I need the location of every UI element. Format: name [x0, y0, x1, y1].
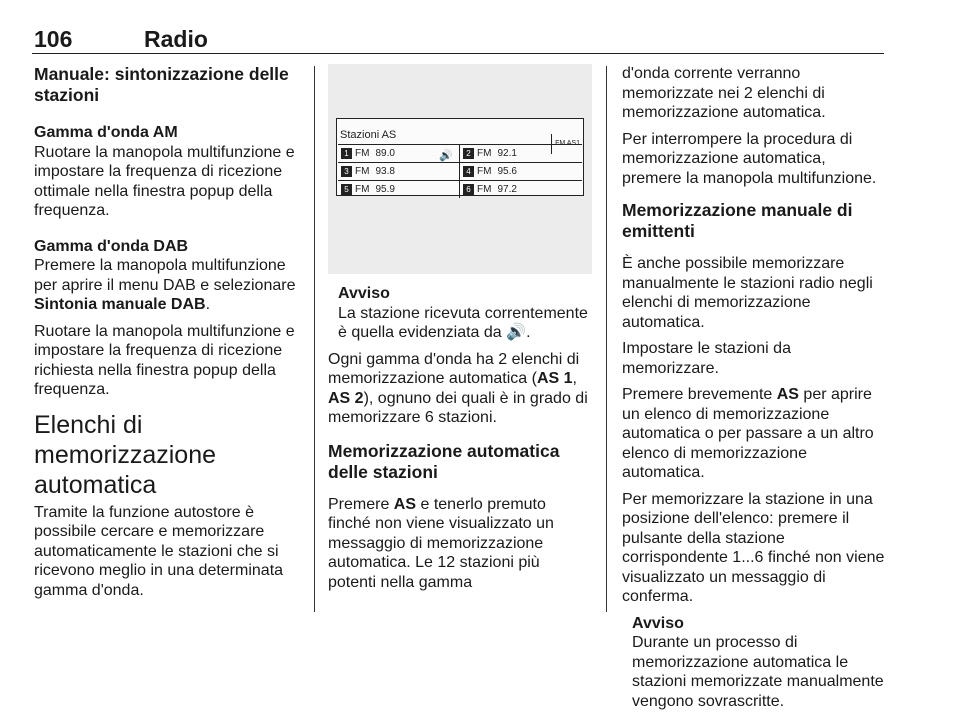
- preset-4: 4 FM 95.6: [460, 163, 582, 180]
- screen-title: Stazioni AS: [340, 129, 397, 141]
- autostore-section-heading: Elenchi di memorizzazione automatica: [34, 410, 217, 499]
- screen-band-label: FM AS1: [551, 134, 580, 154]
- column-divider-1: [314, 66, 315, 612]
- chapter-title: Radio: [144, 26, 208, 52]
- preset-3: 3 FM 93.8: [338, 163, 460, 180]
- autostore-lists-text: Ogni gamma d'onda ha 2 elenchi di memorizzazione automatica (AS 1, AS 2), ognuno dei quali è in grado di memorizzare 6 stazioni.: [328, 350, 588, 426]
- interrupt-text: Per interrompere la procedura di memorizzazione automatica, premere la manopola multifunzione.: [622, 130, 877, 187]
- speaker-icon: 🔊: [439, 150, 453, 162]
- dab-text: Premere la manopola multifunzione per aprire il menu DAB e selezionare Sintonia manuale DAB.: [34, 257, 296, 313]
- store-position-text: Per memorizzare la stazione in una posizione dell'elenco: premere il pulsante della stazione corrispondente 1...6 finché non viene visualizzato un messaggio di conferma.: [622, 490, 885, 605]
- preset-6: 6 FM 97.2: [460, 181, 582, 198]
- preset-1: 1 FM 89.0 🔊: [338, 145, 460, 162]
- open-list-text: Premere brevemente AS per aprire un elenco di memorizzazione automatica o per passare a un altro elenco di memorizzazione automatica.: [622, 386, 874, 481]
- dab-menu-label: Sintonia manuale DAB: [34, 296, 206, 313]
- am-heading: Gamma d'onda AM: [34, 124, 178, 141]
- set-stations-text: Impostare le stazioni da memorizzare.: [622, 340, 791, 377]
- manual-store-heading: Memorizzazione manuale di emittenti: [622, 200, 853, 241]
- note-title-2: Avviso: [632, 614, 684, 632]
- auto-store-text: Premere AS e tenerlo premuto finché non viene visualizzato un messaggio di memorizzazione automatica. Le 12 stazioni più potenti nella gamma: [328, 495, 554, 591]
- note-current-station: [328, 284, 592, 343]
- dab-text-2: Ruotare la manopola multifunzione e impostare la frequenza di ricezione richiesta nella finestra popup della frequenza.: [34, 322, 295, 398]
- preset-grid: [338, 144, 582, 198]
- preset-2: 2 FM 92.1: [460, 145, 582, 162]
- column-2: [328, 64, 592, 599]
- speaker-icon: 🔊: [506, 324, 527, 341]
- note-title: Avviso: [338, 285, 390, 302]
- auto-store-heading: Memorizzazione automatica delle stazioni: [328, 440, 560, 482]
- column-1: [34, 64, 302, 607]
- col3-continued-text: d'onda corrente verranno memorizzate nei 2 elenchi di memorizzazione automatica.: [622, 65, 826, 121]
- column-divider-2: [606, 66, 607, 612]
- autostore-intro: Tramite la funzione autostore è possibile cercare e memorizzare automaticamente le stazioni che si ricevono meglio in una determinata gamma d'onda.: [34, 503, 284, 599]
- dab-heading: Gamma d'onda DAB: [34, 237, 189, 255]
- note-overwrite: [622, 614, 886, 712]
- radio-screen-illustration: [328, 64, 592, 274]
- note-text: La stazione ricevuta correntemente è quella evidenziata da 🔊.: [338, 304, 588, 341]
- page-number: 106: [34, 26, 73, 52]
- page-header: [32, 24, 884, 54]
- manual-store-intro: È anche possibile memorizzare manualmente le stazioni radio negli elenchi di memorizzazione automatica.: [622, 255, 873, 331]
- manual-tuning-heading: Manuale: sintonizzazione delle stazioni: [34, 64, 289, 105]
- note-text-2: Durante un processo di memorizzazione automatica le stazioni memorizzate manualmente vengono sovrascritte.: [632, 634, 884, 710]
- preset-5: 5 FM 95.9: [338, 181, 460, 198]
- am-text: Ruotare la manopola multifunzione e impostare la frequenza di ricezione ottimale nella finestra popup della frequenza.: [34, 143, 295, 219]
- column-3: [622, 64, 886, 718]
